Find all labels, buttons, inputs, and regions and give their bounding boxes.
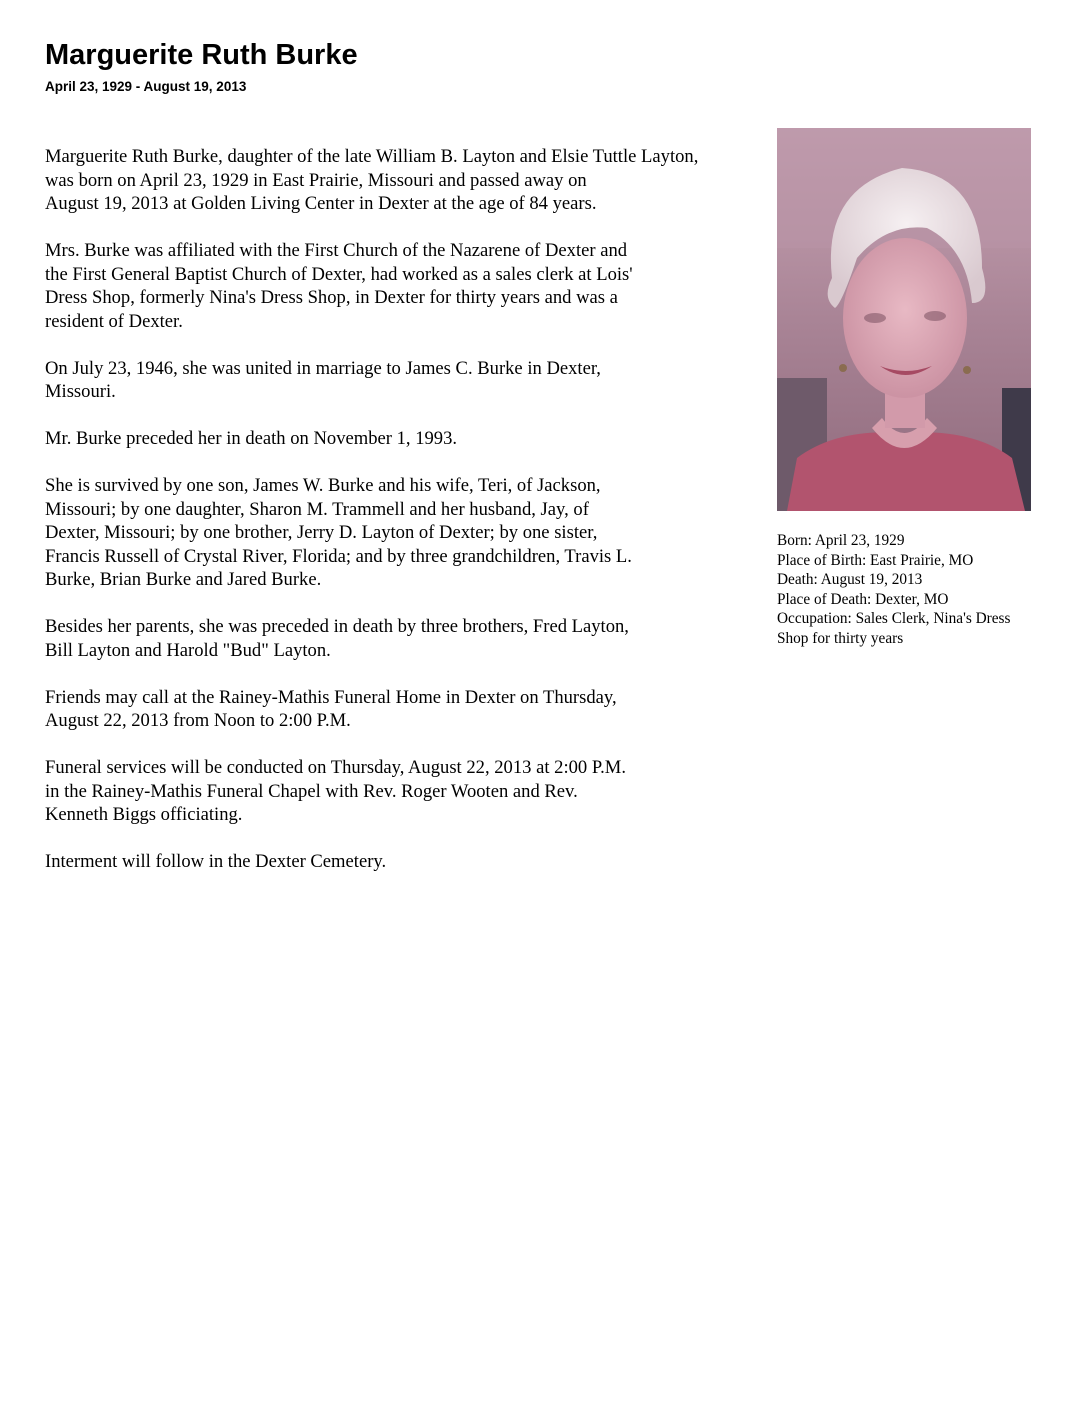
vital-facts — [777, 531, 1067, 649]
portrait-photo-icon — [777, 128, 1031, 511]
obituary-paragraph: Besides her parents, she was preceded in death by three brothers, Fred Layton, Bill Layton and Harold "Bud" Layton. — [45, 616, 629, 661]
page-title: Marguerite Ruth Burke — [45, 39, 358, 71]
fact-death: Death: August 19, 2013 — [777, 571, 923, 589]
obituary-paragraph: Friends may call at the Rainey-Mathis Funeral Home in Dexter on Thursday, August 22, 2013 from Noon to 2:00 P.M. — [45, 686, 617, 731]
fact-death-place: Place of Death: Dexter, MO — [777, 590, 949, 608]
obituary-paragraph: Mrs. Burke was affiliated with the First Church of the Nazarene of Dexter and the First General Baptist Church of Dexter, had worked as a sales clerk at Lois' Dress Shop, formerly Nina's Dress Shop, in Dexter for thirty years and was a resident of Dexter. — [45, 240, 633, 332]
fact-birth-place: Place of Birth: East Prairie, MO — [777, 551, 974, 569]
fact-occupation: Occupation: Sales Clerk, Nina's Dress — [777, 610, 1011, 628]
obituary-text — [45, 145, 825, 897]
obituary-paragraph: Interment will follow in the Dexter Cemetery. — [45, 851, 387, 872]
obituary-paragraph: On July 23, 1946, she was united in marriage to James C. Burke in Dexter, Missouri. — [45, 357, 601, 402]
obituary-paragraph: Funeral services will be conducted on Thursday, August 22, 2013 at 2:00 P.M. in the Rainey-Mathis Funeral Chapel with Rev. Roger Wooten and Rev. Kenneth Biggs officiating. — [45, 757, 626, 825]
life-dates: April 23, 1929 - August 19, 2013 — [45, 79, 247, 94]
fact-occupation-cont: Shop for thirty years — [777, 629, 904, 647]
fact-born: Born: April 23, 1929 — [777, 532, 905, 549]
obituary-paragraph: She is survived by one son, James W. Burke and his wife, Teri, of Jackson, Missouri; by one daughter, Sharon M. Trammell and her husband, Jay, of Dexter, Missouri; by one brother, Jerry D. Layton of Dexter; by one sister, Francis Russell of Crystal River, Florida; and by three grandchildren, Travis L. Burke, Brian Burke and Jared Burke. — [45, 475, 632, 590]
obituary-paragraph: Mr. Burke preceded her in death on November 1, 1993. — [45, 428, 458, 449]
portrait-photo — [777, 128, 1031, 511]
obituary-paragraph: Marguerite Ruth Burke, daughter of the late William B. Layton and Elsie Tuttle Layton, was born on April 23, 1929 in East Prairie, Missouri and passed away on August 19, 2013 at Golden Living Center in Dexter at the age of 84 years. — [45, 146, 699, 214]
